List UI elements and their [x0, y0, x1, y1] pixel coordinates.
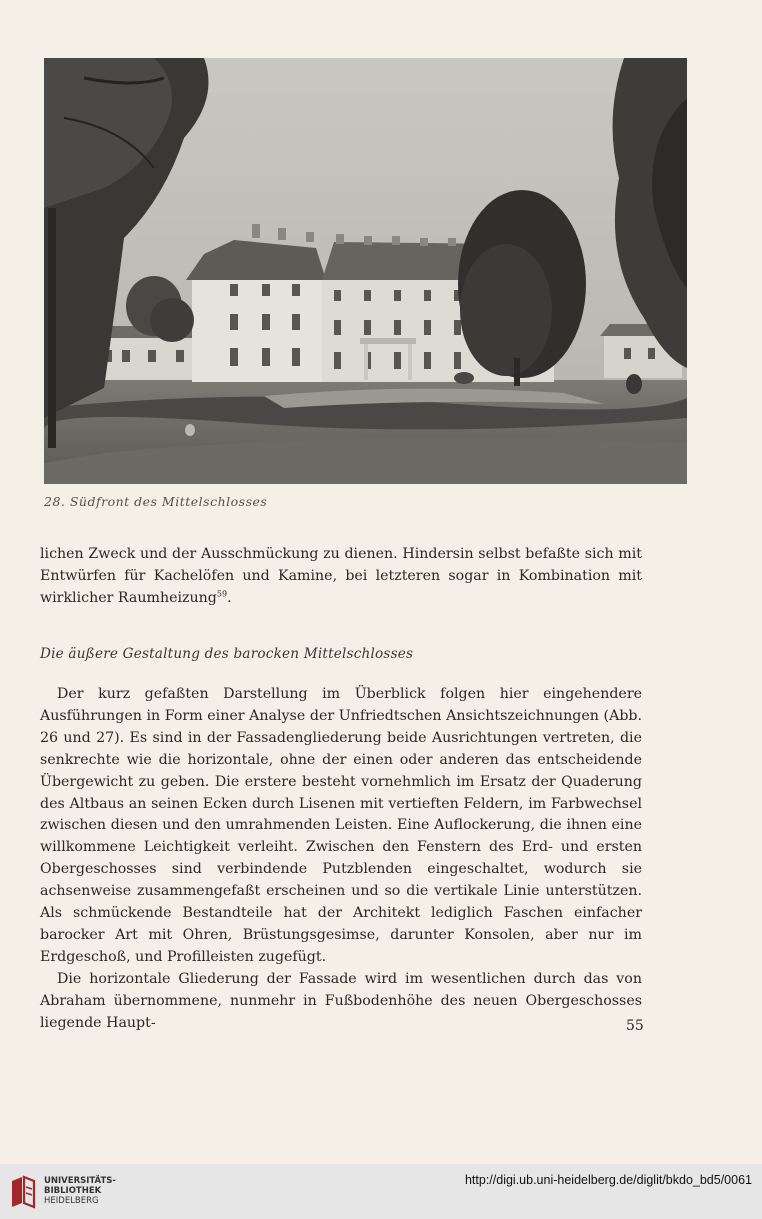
library-name-line-3: HEIDELBERG: [44, 1196, 99, 1206]
library-logo-icon[interactable]: [8, 1173, 38, 1211]
section-body: [40, 684, 642, 1035]
paragraph-3: Die horizontale Gliederung der Fassade wird im wesentlichen durch das von Abraham übernommene, nunmehr in Fußbodenhöhe des neuen Obergeschosses liegende Haupt-: [40, 970, 642, 1031]
library-name-line-2: BIBLIOTHEK: [44, 1186, 102, 1196]
paragraph-1-end: .: [227, 589, 232, 606]
library-name-line-1: UNIVERSITÄTS-: [44, 1176, 116, 1186]
paragraph-1-text: lichen Zweck und der Ausschmückung zu dienen. Hindersin selbst befaßte sich mit Entwürfen für Kachelöfen und Kamine, bei letzteren sogar in Kombination mit wirklicher Raumheizung: [40, 546, 642, 606]
digital-copy-url-link[interactable]: http://digi.ub.uni-heidelberg.de/diglit/bkdo_bd5/0061: [464, 1173, 752, 1187]
page-number: 55: [626, 1018, 644, 1034]
footnote-ref-59[interactable]: 59: [216, 589, 228, 599]
paragraph-continuation: [40, 544, 642, 610]
figure-caption: 28. Südfront des Mittelschlosses: [44, 494, 268, 509]
section-heading: Die äußere Gestaltung des barocken Mittelschlosses: [40, 646, 414, 662]
palace-photograph: [44, 58, 687, 484]
photo-illustration: [44, 58, 687, 484]
library-footer: [0, 1164, 762, 1219]
paragraph-2: Der kurz gefaßten Darstellung im Überblick folgen hier eingehendere Ausführungen in Form einer Analyse der Unfriedtschen Ansichtszeichnungen (Abb. 26 und 27). Es sind in der Fassadengliederung beide Ausrichtungen vertreten, die senkrechte wie die horizontale, ohne der einen oder anderen das entscheidende Übergewicht zu geben. Die erstere besteht vornehmlich im Ersatz der Quaderung des Altbaus an seinen Ecken durch Lisenen mit vertieften Feldern, im Farbwechsel zwischen diesen und den umrahmenden Leisten. Eine Auflockerung, die ihnen eine willkommene Leichtigkeit verleiht. Zwischen den Fenstern des Erd- und ersten Obergeschosses sind verbindende Putzblenden eingeschaltet, wodurch sie achsenweise zusammengefaßt erscheinen und so die vertikale Linie unterstützen. Als schmückende Bestandteile hat der Architekt lediglich Faschen einfacher barocker Art mit Ohren, Brüstungsgesimse, darunter Konsolen, aber nur im Erdgeschoß, und Profilleisten zugefügt.: [40, 686, 642, 965]
library-name[interactable]: [44, 1176, 116, 1206]
